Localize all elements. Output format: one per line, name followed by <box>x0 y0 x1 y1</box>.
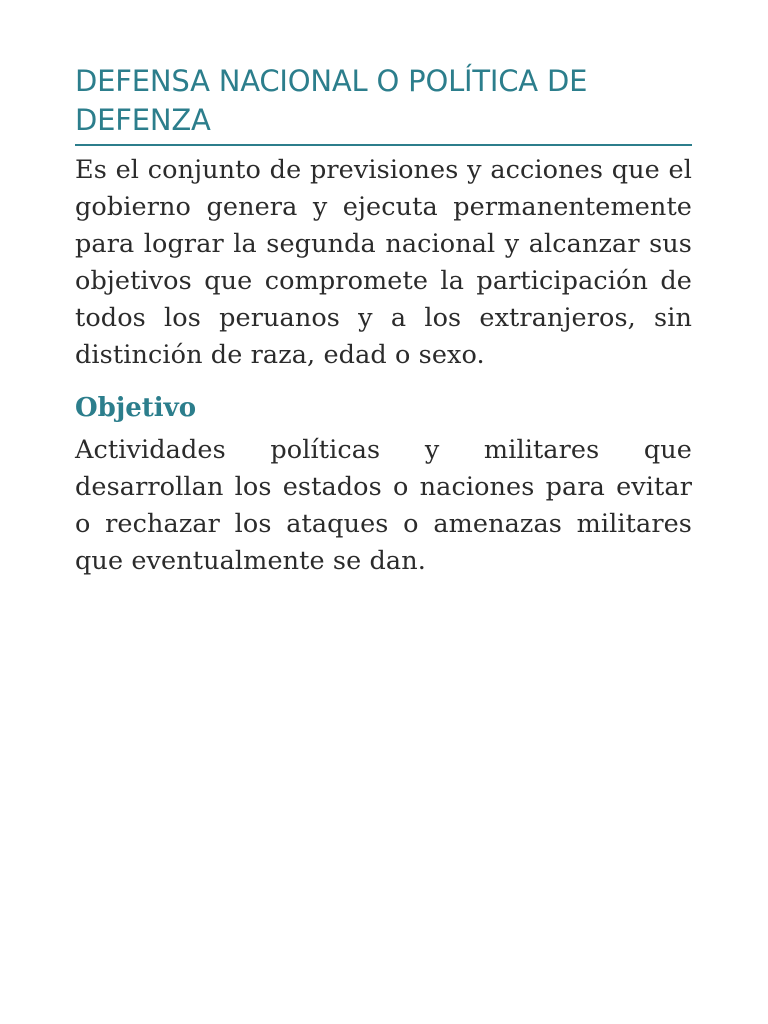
definition-paragraph: Es el conjunto de previsiones y acciones que el gobierno genera y ejecuta permanentemente para lograr la segunda nacional y alcanzar sus objetivos que compromete la participación de todos los peruanos y a los extranjeros, sin distinción de raza, edad o sexo. <box>75 155 692 370</box>
objective-heading: Objetivo <box>75 393 197 423</box>
objective-paragraph: Actividades políticas y militares que desarrollan los estados o naciones para evitar o rechazar los ataques o amenazas militares que eventualmente se dan. <box>75 435 692 576</box>
document-title: DEFENSA NACIONAL O POLÍTICA DE DEFENZA <box>75 62 692 146</box>
